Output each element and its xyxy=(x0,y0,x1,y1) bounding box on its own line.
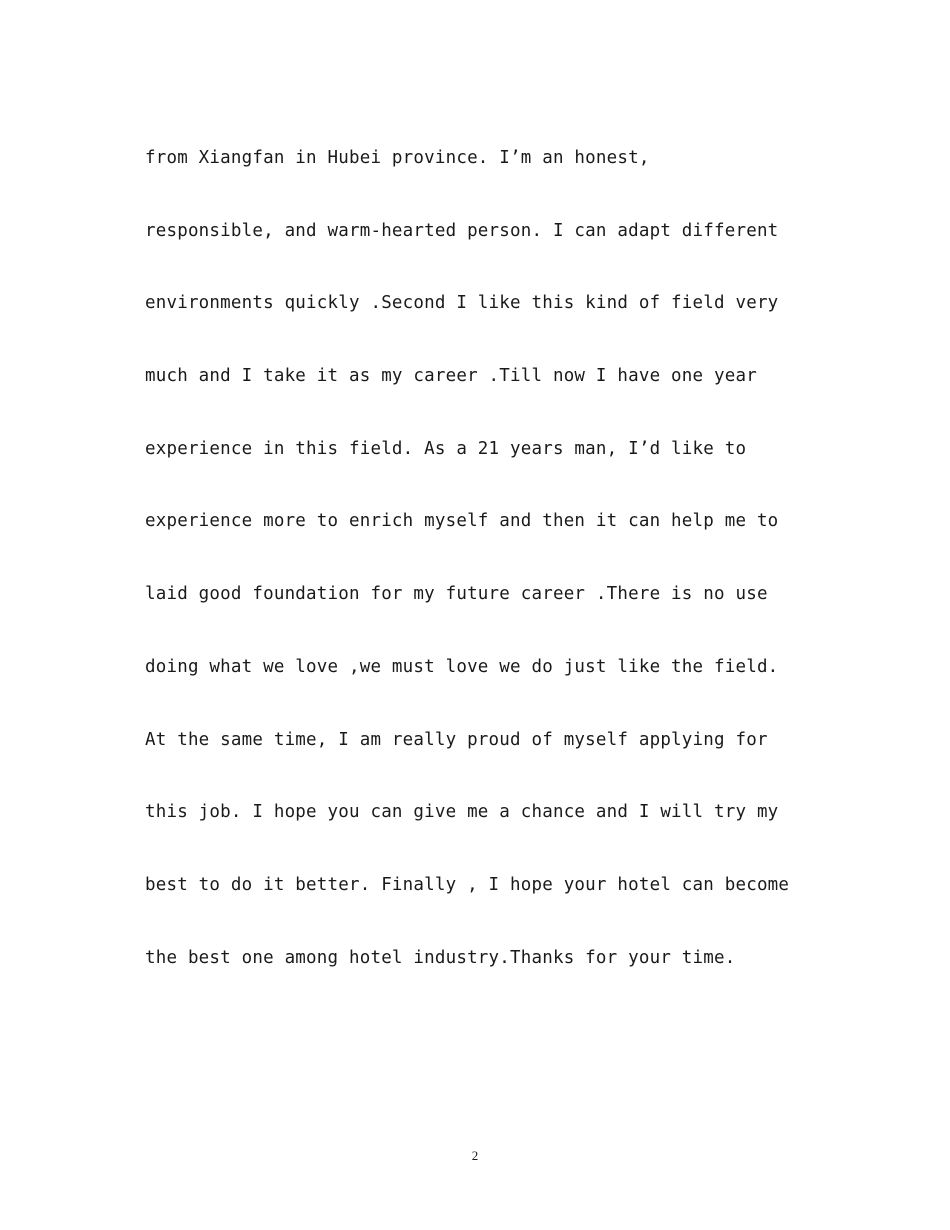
text-line: responsible, and warm-hearted person. I can adapt different xyxy=(145,220,779,241)
text-line: experience in this field. As a 21 years man, I’d like to xyxy=(145,438,747,459)
text-line: best to do it better. Finally , I hope your hotel can become xyxy=(145,874,790,895)
text-line: experience more to enrich myself and then it can help me to xyxy=(145,511,779,532)
text-line: At the same time, I am really proud of myself applying for xyxy=(145,729,768,750)
text-line: environments quickly .Second I like this kind of field very xyxy=(145,293,779,314)
text-line: much and I take it as my career .Till now I have one year xyxy=(145,366,757,387)
text-line: from Xiangfan in Hubei province. I’m an honest, xyxy=(145,148,650,168)
page-number: 2 xyxy=(471,1148,479,1163)
text-line: this job. I hope you can give me a chance and I will try my xyxy=(145,802,779,823)
text-line: the best one among hotel industry.Thanks for your time. xyxy=(145,947,736,968)
text-line: laid good foundation for my future career .There is no use xyxy=(145,584,768,605)
body-text xyxy=(145,140,825,1012)
text-line: doing what we love ,we must love we do just like the field. xyxy=(145,656,779,677)
